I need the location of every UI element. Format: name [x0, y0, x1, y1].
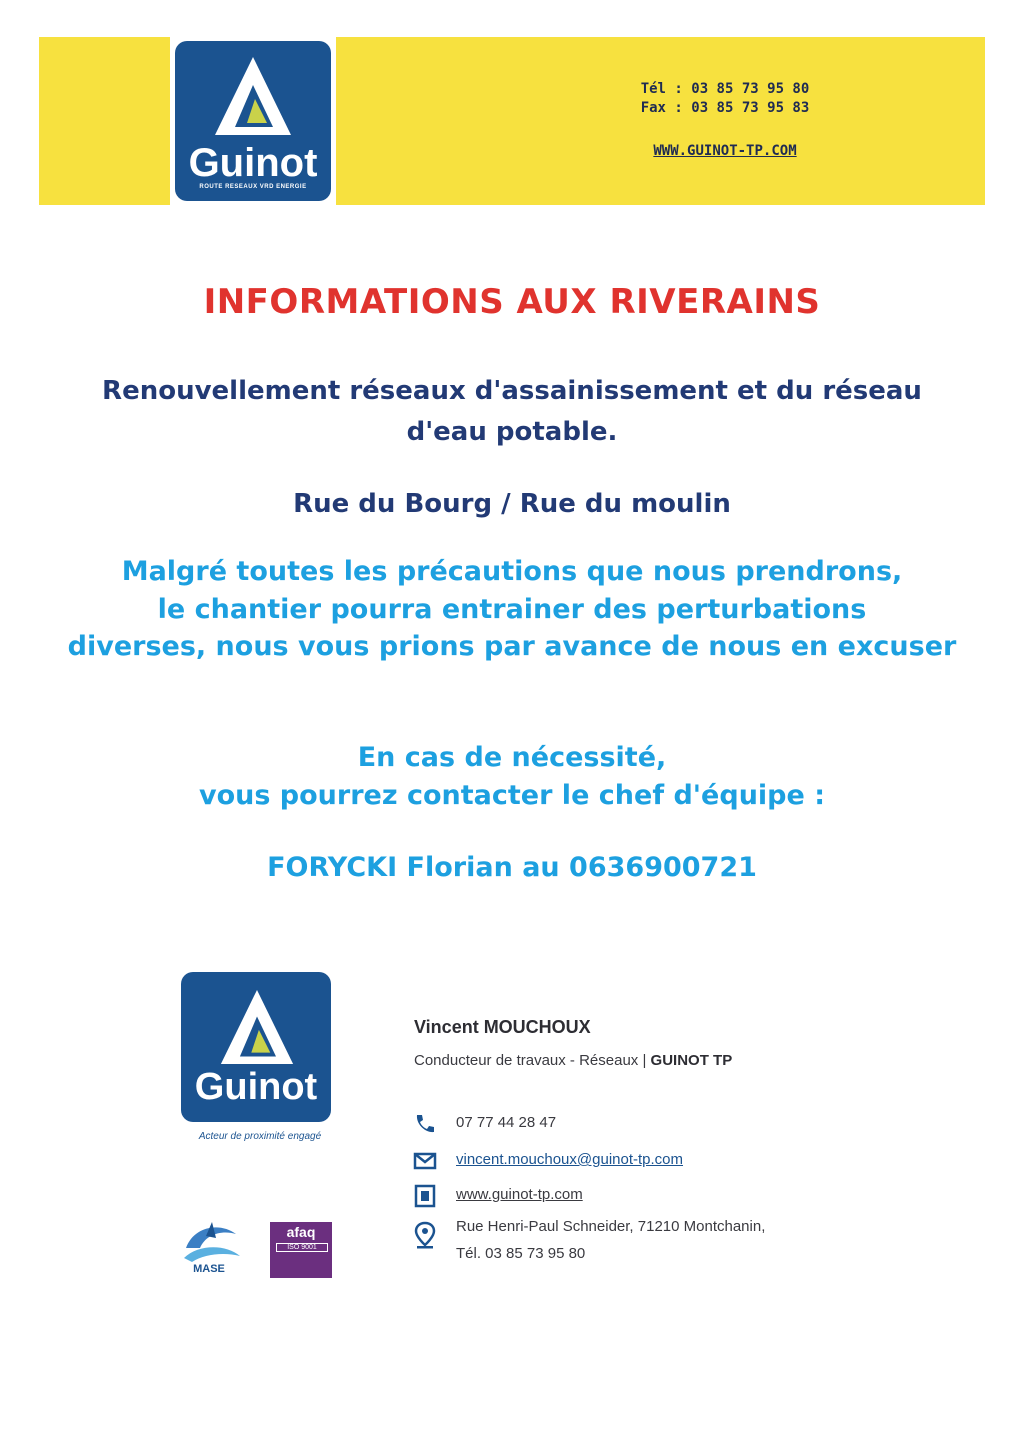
- header-website-link[interactable]: WWW.GUINOT-TP.COM: [653, 143, 797, 159]
- phone-icon: [413, 1112, 437, 1136]
- mail-icon: [413, 1149, 437, 1173]
- guinot-logo: [170, 37, 336, 205]
- signature-logo: [181, 972, 331, 1122]
- web-icon: [413, 1184, 437, 1208]
- signature-tagline: Acteur de proximité engagé: [198, 1131, 322, 1142]
- signature-address-line-2: Tél. 03 85 73 95 80: [456, 1245, 586, 1262]
- afaq-iso-logo: [270, 1222, 332, 1278]
- signature-company: GUINOT TP: [650, 1052, 733, 1069]
- signature-role-text: Conducteur de travaux - Réseaux |: [414, 1052, 651, 1069]
- header-contact: [580, 80, 870, 161]
- location: Rue du Bourg / Rue du moulin: [293, 489, 731, 519]
- logo-subtitle: ROUTE RESEAUX VRD ENERGIE: [199, 184, 307, 190]
- apology-line-1: Malgré toutes les précautions que nous prendrons,: [121, 556, 903, 587]
- guinot-triangle-icon: [213, 55, 293, 137]
- signature-address-line-1: Rue Henri-Paul Schneider, 71210 Montchanin,: [456, 1218, 766, 1235]
- location-pin-icon: [413, 1221, 437, 1249]
- subject-line-2: d'eau potable.: [406, 417, 618, 447]
- signature-phone[interactable]: 07 77 44 28 47: [456, 1114, 557, 1131]
- signature-logo-wordmark: Guinot: [194, 1066, 318, 1108]
- contact-line-1: En cas de nécessité,: [357, 742, 667, 773]
- contact-person: FORYCKI Florian au 0636900721: [267, 852, 757, 883]
- header-fax: Fax : 03 85 73 95 83: [640, 100, 810, 116]
- apology-line-2: le chantier pourra entrainer des perturbations: [157, 594, 867, 625]
- signature-email-link[interactable]: vincent.mouchoux@guinot-tp.com: [456, 1151, 684, 1168]
- guinot-triangle-icon: [219, 988, 295, 1066]
- signature-role: [414, 1052, 732, 1069]
- contact-line-2: vous pourrez contacter le chef d'équipe :: [198, 780, 826, 811]
- notice-title: INFORMATIONS AUX RIVERAINS: [203, 282, 821, 322]
- signature-name: Vincent MOUCHOUX: [414, 1017, 591, 1037]
- afaq-iso-label: ISO 9001: [276, 1243, 328, 1252]
- signature-website-link[interactable]: www.guinot-tp.com: [456, 1186, 583, 1203]
- apology-line-3: diverses, nous vous prions par avance de nous en excuser: [67, 631, 957, 662]
- afaq-word: afaq: [286, 1224, 316, 1240]
- mase-label: MASE: [193, 1263, 225, 1275]
- subject-line-1: Renouvellement réseaux d'assainissement et du réseau: [102, 376, 922, 406]
- header-tel: Tél : 03 85 73 95 80: [640, 81, 810, 97]
- logo-wordmark: Guinot: [188, 141, 318, 185]
